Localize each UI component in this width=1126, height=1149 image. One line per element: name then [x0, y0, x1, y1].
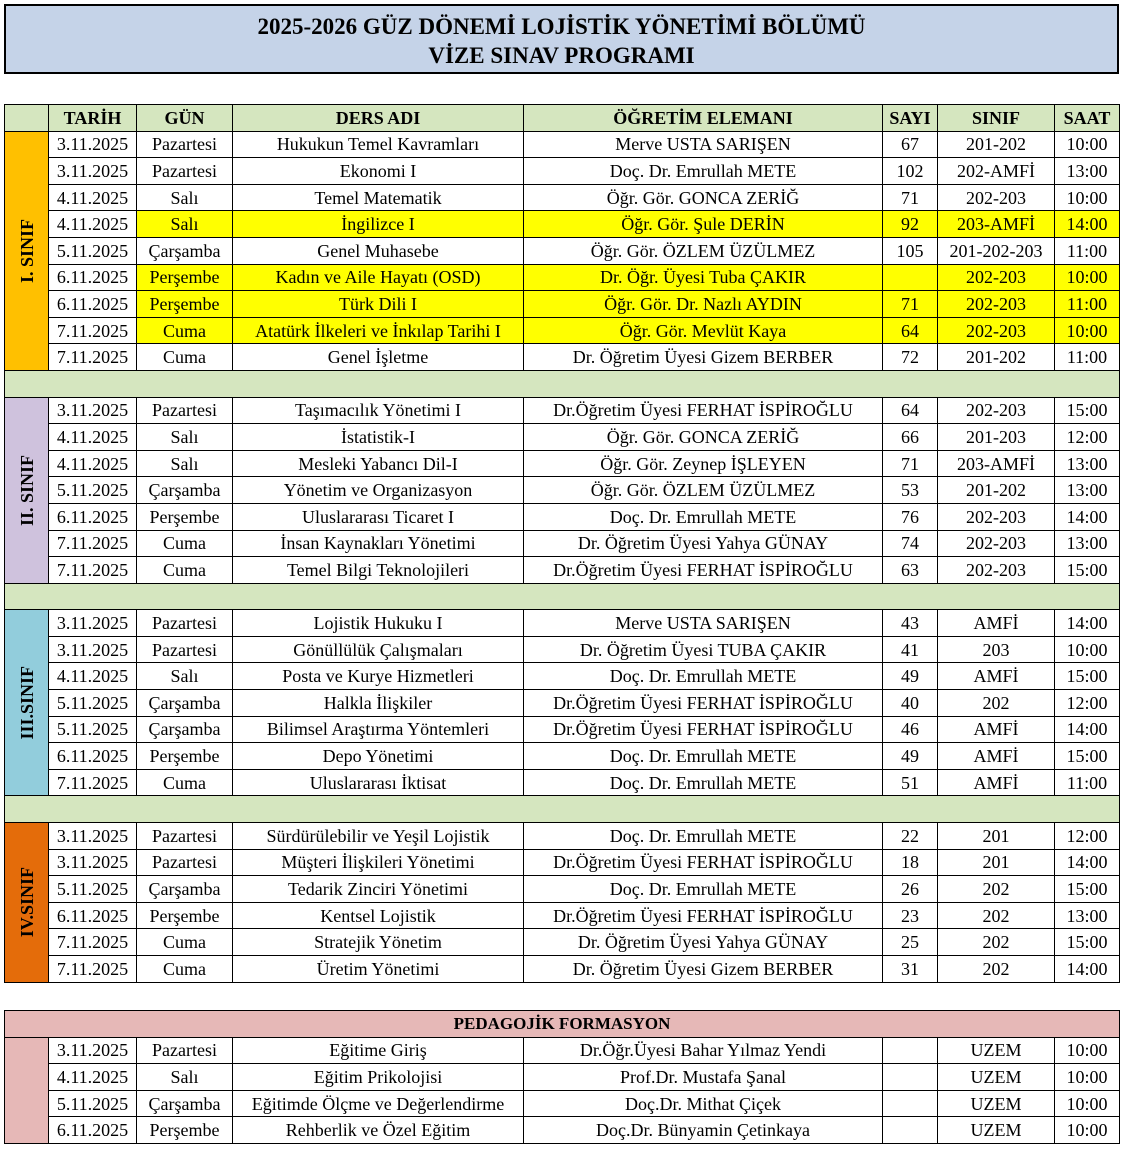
cell-sinif: 201-202 [938, 131, 1055, 158]
table-row [5, 849, 1120, 876]
cell-sayi: 92 [883, 211, 938, 238]
cell-ders: Bilimsel Araştırma Yöntemleri [233, 716, 524, 743]
cell-sinif: AMFİ [938, 610, 1055, 637]
pedagojik-row [5, 1037, 1120, 1064]
cell-ogretim: Öğr. Gör. Dr. Nazlı AYDIN [524, 291, 883, 318]
table-row [5, 264, 1120, 291]
header-row [5, 105, 1120, 132]
cell-gun: Çarşamba [137, 690, 233, 717]
cell-sayi: 67 [883, 131, 938, 158]
cell-gun: Çarşamba [137, 716, 233, 743]
cell-ogretim: Dr. Öğretim Üyesi TUBA ÇAKIR [524, 636, 883, 663]
cell-ders: Taşımacılık Yönetimi I [233, 397, 524, 424]
cell-ogretim: Dr.Öğretim Üyesi FERHAT İSPİROĞLU [524, 557, 883, 584]
cell-gun: Perşembe [137, 902, 233, 929]
cell-sayi: 18 [883, 849, 938, 876]
header-gun: GÜN [137, 105, 233, 132]
cell-sinif: 202-203 [938, 530, 1055, 557]
sinif-group-text: I. SINIF [16, 218, 37, 283]
cell-ogretim: Doç. Dr. Emrullah METE [524, 503, 883, 530]
cell-ogretim: Öğr. Gör. ÖZLEM ÜZÜLMEZ [524, 237, 883, 264]
table-row [5, 530, 1120, 557]
cell-tarih: 6.11.2025 [49, 743, 137, 770]
cell-ders: İstatistik-I [233, 424, 524, 451]
cell-tarih: 3.11.2025 [49, 636, 137, 663]
cell-saat: 14:00 [1055, 211, 1120, 238]
cell-sayi: 25 [883, 929, 938, 956]
cell-sinif: 202-AMFİ [938, 158, 1055, 185]
cell-gun: Çarşamba [137, 477, 233, 504]
cell-saat: 15:00 [1055, 929, 1120, 956]
cell-sayi: 22 [883, 823, 938, 850]
cell-ders: Gönüllülük Çalışmaları [233, 636, 524, 663]
cell-sayi: 51 [883, 769, 938, 796]
cell-ders: İnsan Kaynakları Yönetimi [233, 530, 524, 557]
header-tarih: TARİH [49, 105, 137, 132]
cell-saat: 14:00 [1055, 716, 1120, 743]
cell-sinif: 202-203 [938, 557, 1055, 584]
cell-tarih: 7.11.2025 [49, 530, 137, 557]
cell-tarih: 7.11.2025 [49, 956, 137, 983]
cell-ders: Sürdürülebilir ve Yeşil Lojistik [233, 823, 524, 850]
cell-ders: Temel Bilgi Teknolojileri [233, 557, 524, 584]
page-title [4, 4, 1119, 74]
cell-gun: Cuma [137, 317, 233, 344]
pedagojik-side-cell [5, 1037, 49, 1143]
table-row [5, 769, 1120, 796]
cell-tarih: 5.11.2025 [49, 237, 137, 264]
cell-ders: Müşteri İlişkileri Yönetimi [233, 849, 524, 876]
cell-gun: Pazartesi [137, 849, 233, 876]
cell-gun: Cuma [137, 929, 233, 956]
cell-ogretim: Prof.Dr. Mustafa Şanal [524, 1064, 883, 1091]
cell-saat: 11:00 [1055, 344, 1120, 371]
table-row [5, 237, 1120, 264]
cell-saat: 10:00 [1055, 264, 1120, 291]
cell-saat: 14:00 [1055, 849, 1120, 876]
cell-tarih: 3.11.2025 [49, 158, 137, 185]
cell-sayi: 43 [883, 610, 938, 637]
cell-ogretim: Öğr. Gör. GONCA ZERİĞ [524, 424, 883, 451]
cell-tarih: 5.11.2025 [49, 690, 137, 717]
cell-saat: 11:00 [1055, 769, 1120, 796]
pedagojik-table [4, 1010, 1120, 1144]
cell-sayi: 46 [883, 716, 938, 743]
cell-sayi: 40 [883, 690, 938, 717]
cell-sinif: 203-AMFİ [938, 211, 1055, 238]
cell-ders: İngilizce I [233, 211, 524, 238]
cell-tarih: 4.11.2025 [49, 1064, 137, 1091]
cell-gun: Salı [137, 1064, 233, 1091]
sinif-group-text: III.SINIF [16, 666, 37, 740]
cell-ogretim: Doç. Dr. Emrullah METE [524, 158, 883, 185]
cell-ders: Temel Matematik [233, 184, 524, 211]
pedagojik-row [5, 1064, 1120, 1091]
cell-tarih: 3.11.2025 [49, 823, 137, 850]
cell-ogretim: Dr. Öğr. Üyesi Tuba ÇAKIR [524, 264, 883, 291]
cell-tarih: 7.11.2025 [49, 557, 137, 584]
cell-tarih: 3.11.2025 [49, 397, 137, 424]
cell-saat: 14:00 [1055, 610, 1120, 637]
cell-sayi [883, 1064, 938, 1091]
cell-saat: 15:00 [1055, 557, 1120, 584]
cell-saat: 10:00 [1055, 184, 1120, 211]
cell-ogretim: Öğr. Gör. Zeynep İŞLEYEN [524, 450, 883, 477]
cell-ders: Stratejik Yönetim [233, 929, 524, 956]
cell-sinif: 202-203 [938, 317, 1055, 344]
header-saat: SAAT [1055, 105, 1120, 132]
cell-ders: Genel Muhasebe [233, 237, 524, 264]
cell-sayi: 23 [883, 902, 938, 929]
cell-ders: Posta ve Kurye Hizmetleri [233, 663, 524, 690]
cell-ders: Eğitim Prikolojisi [233, 1064, 524, 1091]
exam-schedule-table [4, 104, 1120, 983]
cell-sayi: 31 [883, 956, 938, 983]
table-row [5, 184, 1120, 211]
cell-tarih: 4.11.2025 [49, 663, 137, 690]
cell-saat: 10:00 [1055, 1037, 1120, 1064]
cell-gun: Perşembe [137, 291, 233, 318]
cell-tarih: 4.11.2025 [49, 184, 137, 211]
cell-tarih: 6.11.2025 [49, 264, 137, 291]
cell-gun: Cuma [137, 557, 233, 584]
pedagojik-row [5, 1117, 1120, 1144]
cell-gun: Cuma [137, 956, 233, 983]
cell-ders: Eğitime Giriş [233, 1037, 524, 1064]
cell-ders: Mesleki Yabancı Dil-I [233, 450, 524, 477]
cell-ders: Uluslararası İktisat [233, 769, 524, 796]
cell-sinif: 201-202 [938, 477, 1055, 504]
table-row [5, 503, 1120, 530]
cell-ders: Uluslararası Ticaret I [233, 503, 524, 530]
cell-sayi: 66 [883, 424, 938, 451]
cell-gun: Perşembe [137, 1117, 233, 1144]
cell-ogretim: Öğr. Gör. ÖZLEM ÜZÜLMEZ [524, 477, 883, 504]
cell-sayi: 71 [883, 291, 938, 318]
table-row [5, 450, 1120, 477]
cell-saat: 13:00 [1055, 450, 1120, 477]
cell-ders: Kentsel Lojistik [233, 902, 524, 929]
cell-saat: 10:00 [1055, 1117, 1120, 1144]
cell-ders: Rehberlik ve Özel Eğitim [233, 1117, 524, 1144]
cell-sayi: 71 [883, 450, 938, 477]
cell-tarih: 4.11.2025 [49, 211, 137, 238]
table-row [5, 823, 1120, 850]
cell-sayi [883, 1037, 938, 1064]
cell-tarih: 7.11.2025 [49, 769, 137, 796]
cell-ders: Lojistik Hukuku I [233, 610, 524, 637]
separator-cell [5, 583, 1120, 610]
cell-saat: 13:00 [1055, 477, 1120, 504]
cell-saat: 13:00 [1055, 902, 1120, 929]
pedagojik-header-row [5, 1011, 1120, 1038]
cell-sinif: AMFİ [938, 663, 1055, 690]
cell-ogretim: Dr. Öğretim Üyesi Yahya GÜNAY [524, 929, 883, 956]
separator-cell [5, 370, 1120, 397]
sinif-group-text: IV.SINIF [16, 867, 37, 938]
cell-tarih: 6.11.2025 [49, 902, 137, 929]
cell-gun: Cuma [137, 344, 233, 371]
cell-ders: Depo Yönetimi [233, 743, 524, 770]
cell-gun: Pazartesi [137, 131, 233, 158]
cell-tarih: 3.11.2025 [49, 610, 137, 637]
cell-sayi: 53 [883, 477, 938, 504]
cell-sinif: 201-202 [938, 344, 1055, 371]
table-row [5, 557, 1120, 584]
cell-sayi [883, 1090, 938, 1117]
cell-gun: Salı [137, 424, 233, 451]
cell-sayi: 105 [883, 237, 938, 264]
cell-saat: 12:00 [1055, 823, 1120, 850]
cell-saat: 15:00 [1055, 663, 1120, 690]
cell-saat: 15:00 [1055, 876, 1120, 903]
cell-saat: 10:00 [1055, 131, 1120, 158]
cell-saat: 11:00 [1055, 237, 1120, 264]
title-line-2: VİZE SINAV PROGRAMI [428, 43, 695, 68]
cell-ogretim: Dr.Öğretim Üyesi FERHAT İSPİROĞLU [524, 902, 883, 929]
header-sinif: SINIF [938, 105, 1055, 132]
cell-ders: Halkla İlişkiler [233, 690, 524, 717]
cell-sinif: 203 [938, 636, 1055, 663]
table-row [5, 291, 1120, 318]
cell-sinif: 202-203 [938, 503, 1055, 530]
cell-tarih: 7.11.2025 [49, 317, 137, 344]
sinif-group-text: II. SINIF [16, 454, 37, 526]
cell-gun: Çarşamba [137, 876, 233, 903]
cell-saat: 12:00 [1055, 690, 1120, 717]
table-row [5, 131, 1120, 158]
cell-ogretim: Doç. Dr. Emrullah METE [524, 663, 883, 690]
cell-ogretim: Merve USTA SARIŞEN [524, 610, 883, 637]
pedagojik-title: PEDAGOJİK FORMASYON [5, 1011, 1120, 1038]
cell-sayi: 64 [883, 317, 938, 344]
cell-sinif: UZEM [938, 1117, 1055, 1144]
table-row [5, 690, 1120, 717]
cell-sayi: 72 [883, 344, 938, 371]
group-separator [5, 796, 1120, 823]
cell-gun: Cuma [137, 530, 233, 557]
cell-saat: 12:00 [1055, 424, 1120, 451]
sinif-group-label [5, 823, 49, 983]
cell-sayi: 102 [883, 158, 938, 185]
cell-tarih: 5.11.2025 [49, 876, 137, 903]
cell-ogretim: Öğr. Gör. GONCA ZERİĞ [524, 184, 883, 211]
cell-gun: Salı [137, 450, 233, 477]
cell-sinif: 202-203 [938, 291, 1055, 318]
cell-tarih: 5.11.2025 [49, 716, 137, 743]
header-sayi: SAYI [883, 105, 938, 132]
cell-tarih: 7.11.2025 [49, 344, 137, 371]
group-separator [5, 583, 1120, 610]
cell-ogretim: Merve USTA SARIŞEN [524, 131, 883, 158]
cell-sayi: 26 [883, 876, 938, 903]
cell-tarih: 6.11.2025 [49, 291, 137, 318]
cell-tarih: 7.11.2025 [49, 929, 137, 956]
cell-ders: Hukukun Temel Kavramları [233, 131, 524, 158]
cell-gun: Pazartesi [137, 823, 233, 850]
cell-sayi: 41 [883, 636, 938, 663]
cell-sinif: UZEM [938, 1090, 1055, 1117]
cell-gun: Salı [137, 211, 233, 238]
title-line-1: 2025-2026 GÜZ DÖNEMİ LOJİSTİK YÖNETİMİ BÖLÜMÜ [257, 14, 866, 39]
cell-ogretim: Dr.Öğretim Üyesi FERHAT İSPİROĞLU [524, 716, 883, 743]
table-row [5, 663, 1120, 690]
header-ders: DERS ADI [233, 105, 524, 132]
cell-tarih: 6.11.2025 [49, 503, 137, 530]
cell-tarih: 3.11.2025 [49, 1037, 137, 1064]
cell-sinif: AMFİ [938, 716, 1055, 743]
table-row [5, 743, 1120, 770]
cell-ogretim: Dr.Öğretim Üyesi FERHAT İSPİROĞLU [524, 849, 883, 876]
cell-sinif: 202-203 [938, 397, 1055, 424]
cell-saat: 10:00 [1055, 636, 1120, 663]
cell-saat: 13:00 [1055, 158, 1120, 185]
cell-sinif: AMFİ [938, 769, 1055, 796]
cell-gun: Pazartesi [137, 1037, 233, 1064]
cell-gun: Çarşamba [137, 237, 233, 264]
cell-ogretim: Dr.Öğr.Üyesi Bahar Yılmaz Yendi [524, 1037, 883, 1064]
header-blank [5, 105, 49, 132]
cell-ders: Tedarik Zinciri Yönetimi [233, 876, 524, 903]
cell-ogretim: Dr.Öğretim Üyesi FERHAT İSPİROĞLU [524, 397, 883, 424]
cell-ogretim: Öğr. Gör. Mevlüt Kaya [524, 317, 883, 344]
sinif-group-label [5, 131, 49, 370]
cell-gun: Pazartesi [137, 397, 233, 424]
cell-saat: 13:00 [1055, 530, 1120, 557]
cell-tarih: 3.11.2025 [49, 131, 137, 158]
cell-saat: 14:00 [1055, 956, 1120, 983]
table-row [5, 317, 1120, 344]
cell-sinif: 202 [938, 929, 1055, 956]
cell-saat: 10:00 [1055, 1090, 1120, 1117]
separator-cell [5, 796, 1120, 823]
table-row [5, 211, 1120, 238]
cell-gun: Perşembe [137, 503, 233, 530]
cell-sayi: 63 [883, 557, 938, 584]
cell-ogretim: Doç. Dr. Emrullah METE [524, 823, 883, 850]
cell-ogretim: Dr. Öğretim Üyesi Gizem BERBER [524, 344, 883, 371]
cell-ogretim: Doç.Dr. Mithat Çiçek [524, 1090, 883, 1117]
cell-sayi: 76 [883, 503, 938, 530]
cell-gun: Çarşamba [137, 1090, 233, 1117]
cell-gun: Perşembe [137, 264, 233, 291]
cell-sinif: 202 [938, 876, 1055, 903]
cell-sayi [883, 264, 938, 291]
cell-ogretim: Dr. Öğretim Üyesi Gizem BERBER [524, 956, 883, 983]
table-row [5, 902, 1120, 929]
cell-ogretim: Dr.Öğretim Üyesi FERHAT İSPİROĞLU [524, 690, 883, 717]
cell-saat: 15:00 [1055, 397, 1120, 424]
table-row [5, 929, 1120, 956]
cell-sinif: 201-202-203 [938, 237, 1055, 264]
cell-gun: Salı [137, 663, 233, 690]
table-row [5, 610, 1120, 637]
cell-tarih: 6.11.2025 [49, 1117, 137, 1144]
cell-saat: 10:00 [1055, 317, 1120, 344]
table-row [5, 876, 1120, 903]
cell-sinif: 201-203 [938, 424, 1055, 451]
cell-sayi: 71 [883, 184, 938, 211]
cell-sinif: 202-203 [938, 264, 1055, 291]
cell-ders: Ekonomi I [233, 158, 524, 185]
cell-sayi: 64 [883, 397, 938, 424]
cell-ogretim: Dr. Öğretim Üyesi Yahya GÜNAY [524, 530, 883, 557]
cell-ders: Genel İşletme [233, 344, 524, 371]
cell-gun: Pazartesi [137, 158, 233, 185]
cell-ogretim: Öğr. Gör. Şule DERİN [524, 211, 883, 238]
cell-gun: Perşembe [137, 743, 233, 770]
cell-ders: Üretim Yönetimi [233, 956, 524, 983]
cell-sinif: 202 [938, 690, 1055, 717]
cell-ogretim: Doç. Dr. Emrullah METE [524, 876, 883, 903]
cell-tarih: 5.11.2025 [49, 477, 137, 504]
cell-gun: Cuma [137, 769, 233, 796]
sinif-group-label [5, 397, 49, 583]
cell-sinif: 203-AMFİ [938, 450, 1055, 477]
group-separator [5, 370, 1120, 397]
cell-ogretim: Doç.Dr. Bünyamin Çetinkaya [524, 1117, 883, 1144]
table-row [5, 397, 1120, 424]
cell-sinif: UZEM [938, 1064, 1055, 1091]
cell-sinif: 202-203 [938, 184, 1055, 211]
cell-sayi: 49 [883, 743, 938, 770]
cell-sinif: 201 [938, 823, 1055, 850]
cell-tarih: 4.11.2025 [49, 424, 137, 451]
cell-saat: 11:00 [1055, 291, 1120, 318]
table-row [5, 424, 1120, 451]
header-ogretim: ÖĞRETİM ELEMANI [524, 105, 883, 132]
cell-tarih: 4.11.2025 [49, 450, 137, 477]
cell-sayi: 49 [883, 663, 938, 690]
cell-sayi [883, 1117, 938, 1144]
table-row [5, 477, 1120, 504]
table-row [5, 636, 1120, 663]
cell-ogretim: Doç. Dr. Emrullah METE [524, 743, 883, 770]
cell-gun: Pazartesi [137, 610, 233, 637]
cell-tarih: 5.11.2025 [49, 1090, 137, 1117]
cell-saat: 14:00 [1055, 503, 1120, 530]
cell-sinif: 201 [938, 849, 1055, 876]
cell-sinif: AMFİ [938, 743, 1055, 770]
cell-sinif: 202 [938, 902, 1055, 929]
cell-ders: Yönetim ve Organizasyon [233, 477, 524, 504]
cell-ders: Eğitimde Ölçme ve Değerlendirme [233, 1090, 524, 1117]
table-row [5, 716, 1120, 743]
cell-ogretim: Doç. Dr. Emrullah METE [524, 769, 883, 796]
cell-ders: Atatürk İlkeleri ve İnkılap Tarihi I [233, 317, 524, 344]
cell-tarih: 3.11.2025 [49, 849, 137, 876]
pedagojik-row [5, 1090, 1120, 1117]
table-row [5, 344, 1120, 371]
table-row [5, 158, 1120, 185]
cell-saat: 10:00 [1055, 1064, 1120, 1091]
cell-sinif: 202 [938, 956, 1055, 983]
cell-saat: 15:00 [1055, 743, 1120, 770]
table-row [5, 956, 1120, 983]
cell-sayi: 74 [883, 530, 938, 557]
cell-gun: Salı [137, 184, 233, 211]
sinif-group-label [5, 610, 49, 796]
cell-sinif: UZEM [938, 1037, 1055, 1064]
cell-gun: Pazartesi [137, 636, 233, 663]
cell-ders: Kadın ve Aile Hayatı (OSD) [233, 264, 524, 291]
cell-ders: Türk Dili I [233, 291, 524, 318]
